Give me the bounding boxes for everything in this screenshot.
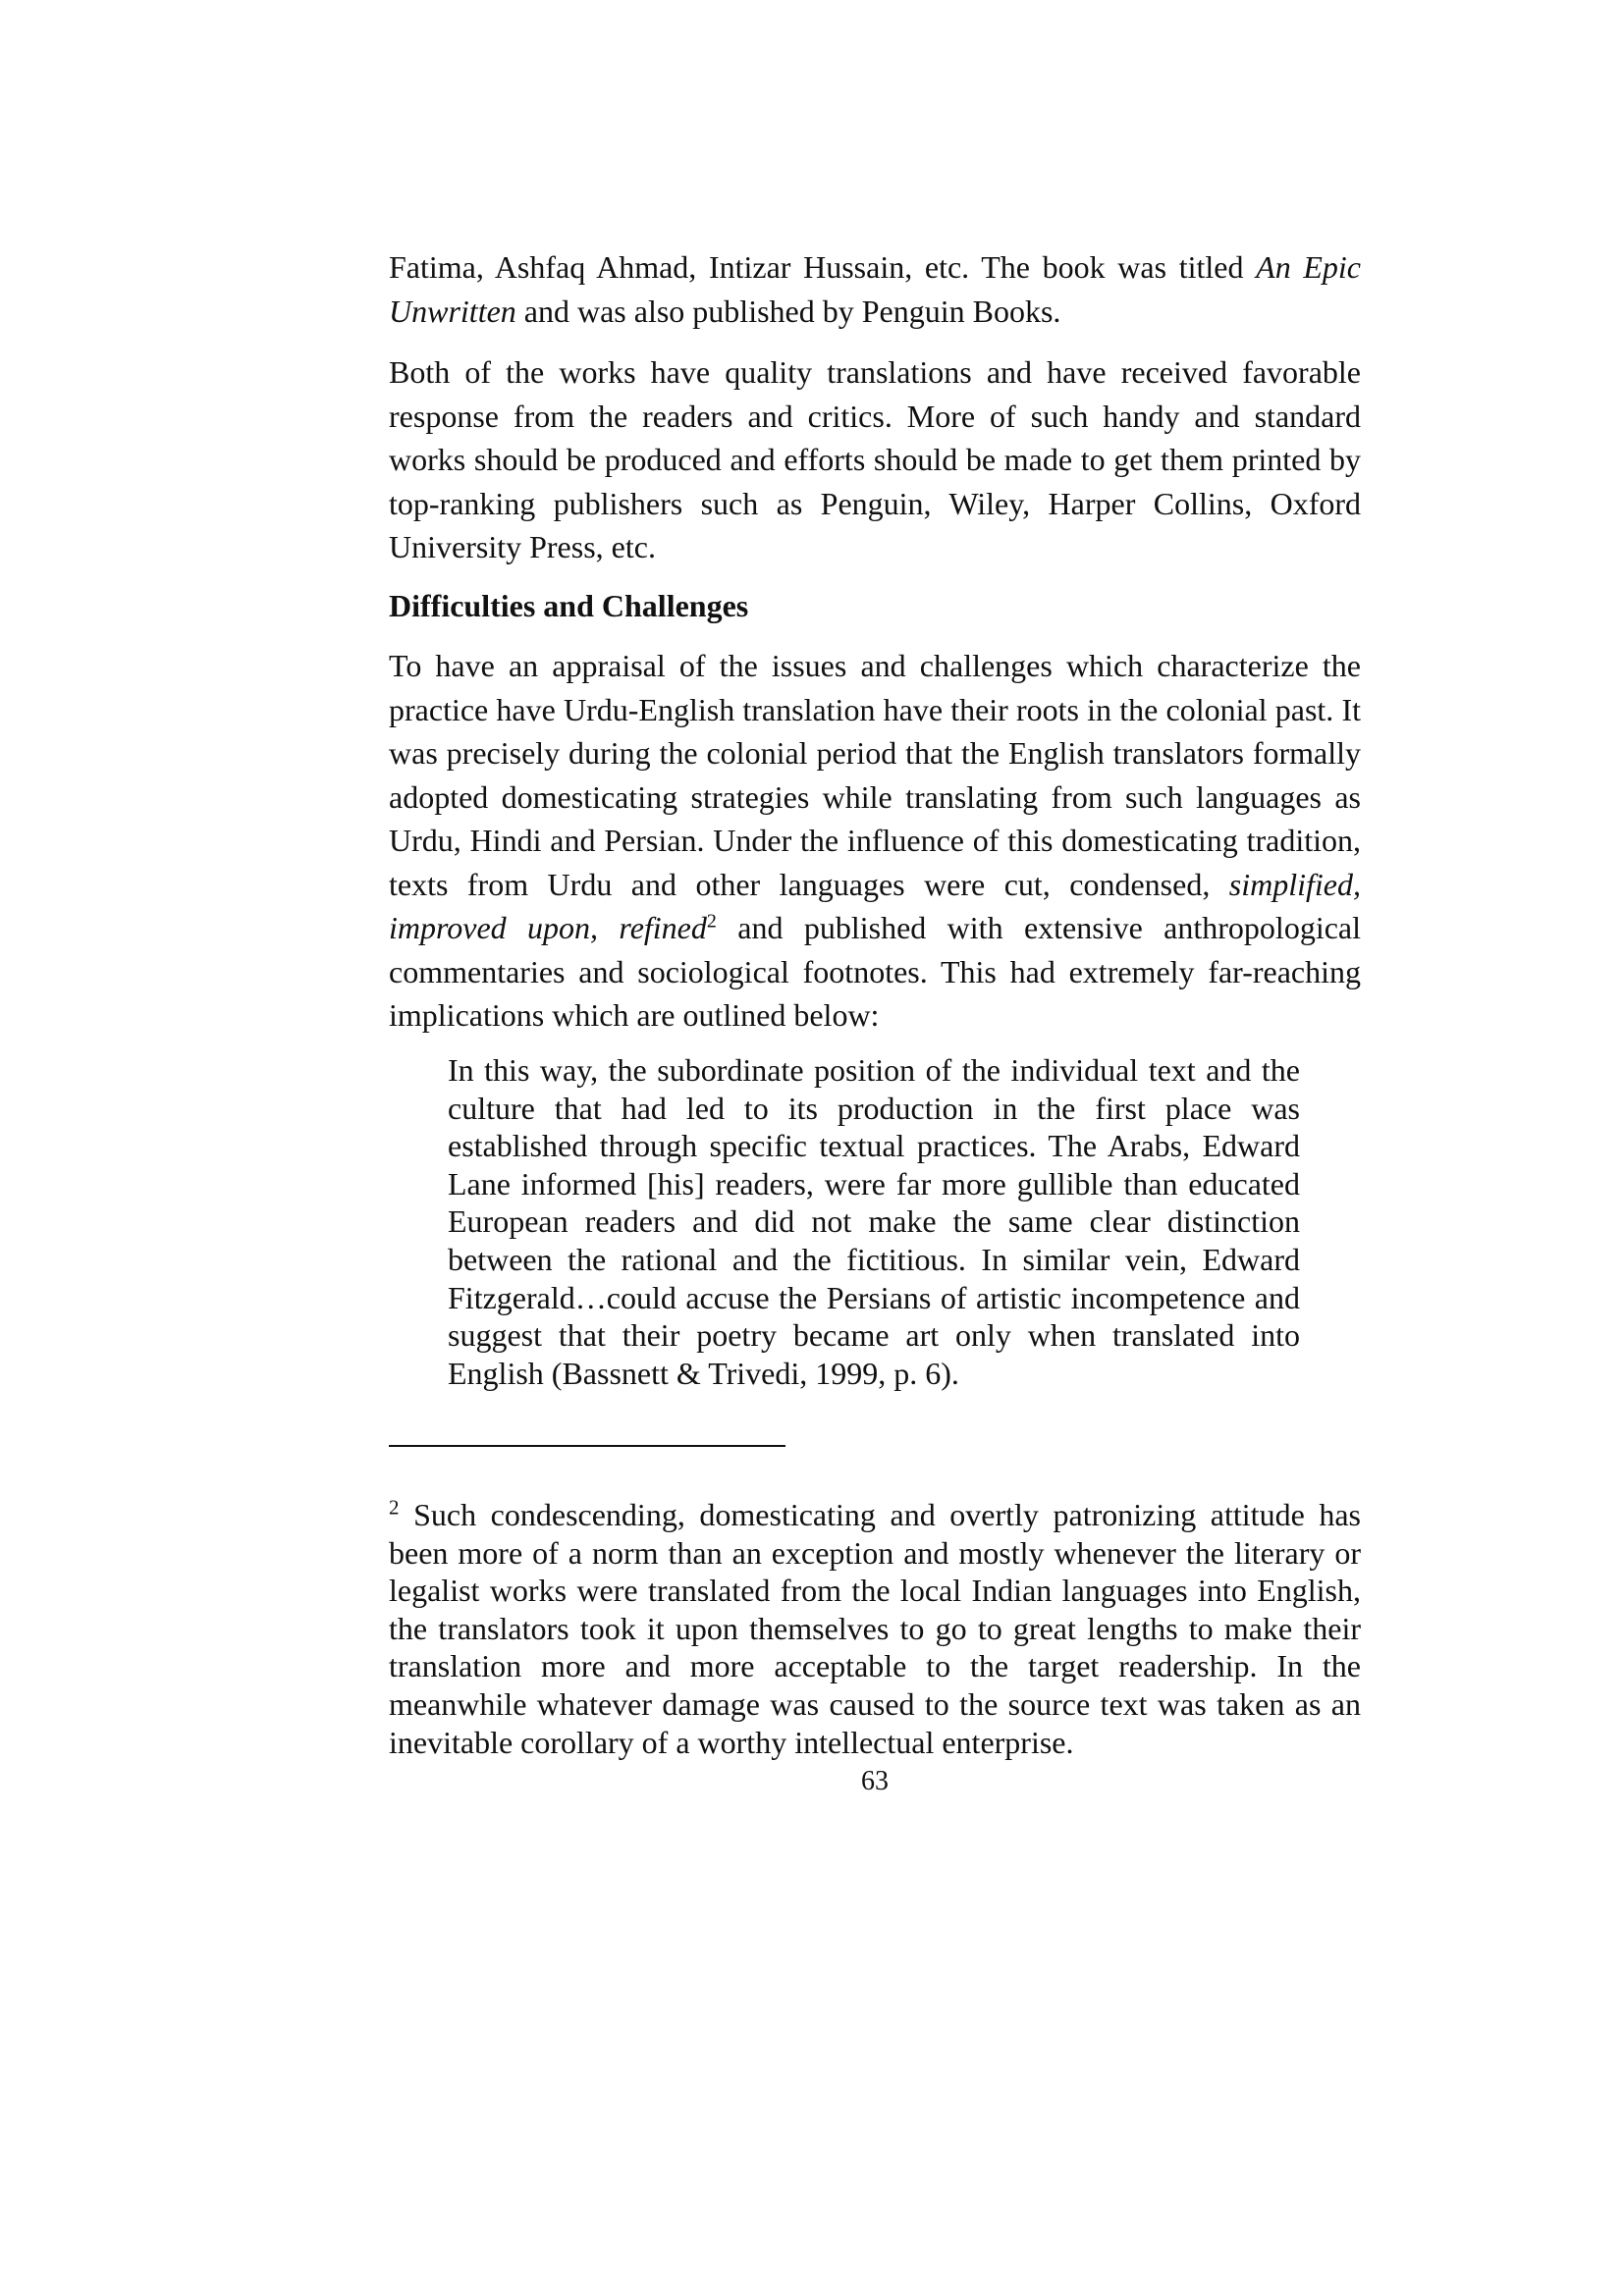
paragraph-3-tail: and published with extensive anthropological commentaries and sociological footnotes. This had extremely far-reaching implications which are outlined below: bbox=[389, 910, 1362, 1033]
paragraph-3-italic: simplified, improved upon, refined bbox=[389, 866, 1361, 945]
footnote-reference: 2 bbox=[706, 910, 717, 933]
paragraph-1-tail: and was also published by Penguin Books. bbox=[515, 293, 1061, 329]
footnote-divider bbox=[389, 1445, 785, 1447]
block-quote: In this way, the subordinate position of the individual text and the culture that had led to its production in the first place was established through specific textual practices. The Arabs, Edward Lane informed [his] readers, were far more gullible than educated European readers and did not make the same clear distinction between the rational and the fictitious. In similar vein, Edward Fitzgerald…could accuse the Persians of artistic incompetence and suggest that their poetry became art only when translated into English (Bassnett & Trivedi, 1999, p. 6). bbox=[448, 1052, 1300, 1391]
paragraph-1-lead: Fatima, Ashfaq Ahmad, Intizar Hussain, etc. The book was titled bbox=[389, 249, 1257, 285]
footnote bbox=[389, 1496, 1361, 1761]
paragraph-translations: Both of the works have quality translations and have received favorable response from the readers and critics. More of such handy and standard works should be produced and efforts should be made to get them printed by top-ranking publishers such as Penguin, Wiley, Harper Collins, Oxford University Press, etc. bbox=[389, 354, 1361, 564]
section-heading: Difficulties and Challenges bbox=[389, 588, 749, 623]
paragraph-3-lead: To have an appraisal of the issues and challenges which characterize the practice have Urdu-English translation have their roots in the colonial past. It was precisely during the colonial period that the English translators formally adopted domesticating strategies while translating from such languages as Urdu, Hindi and Persian. Under the influence of this domesticating tradition, texts from Urdu and other languages were cut, condensed, bbox=[389, 648, 1361, 902]
footnote-marker: 2 bbox=[389, 1495, 400, 1520]
page-number: 63 bbox=[861, 1766, 889, 1796]
paragraph-difficulties bbox=[389, 644, 1361, 1038]
paragraph-continuation bbox=[389, 245, 1361, 333]
footnote-text: Such condescending, domesticating and overtly patronizing attitude has been more of a norm than an exception and mostly whenever the literary or legalist works were translated from the local Indian languages into English, the translators took it upon themselves to go to great lengths to make their translation more and more acceptable to the target readership. In the meanwhile whatever damage was caused to the source text was taken as an inevitable corollary of a worthy intellectual enterprise. bbox=[389, 1497, 1361, 1760]
book-title: An Epic Unwritten bbox=[389, 249, 1362, 329]
